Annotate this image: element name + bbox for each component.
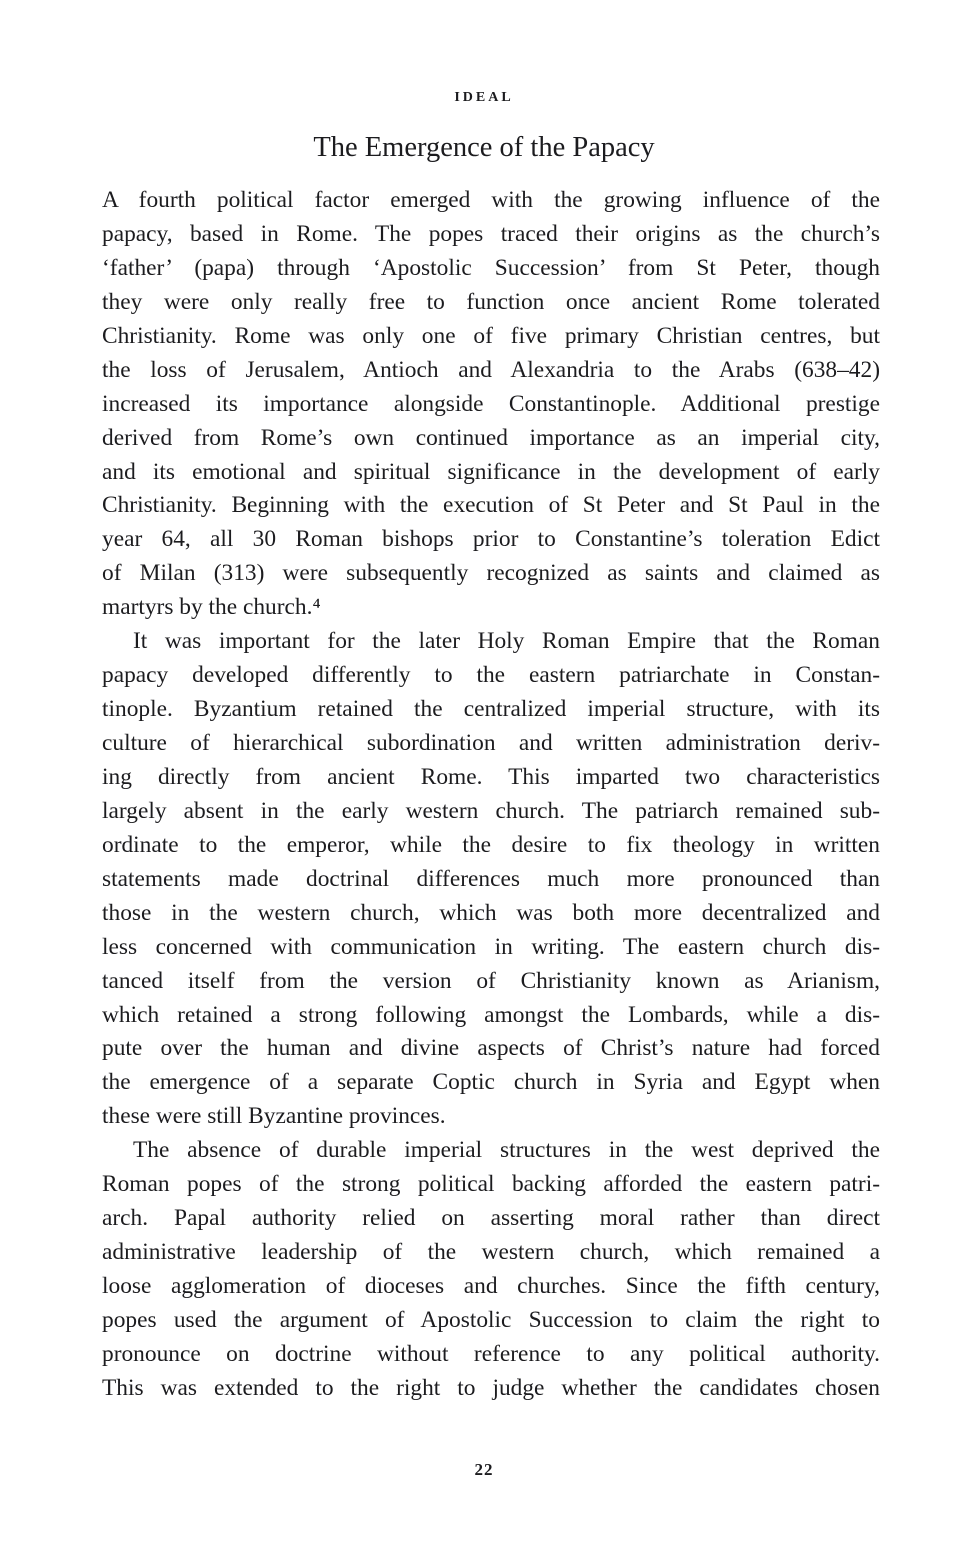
text-line: loose agglomeration of dioceses and churches. Since the fifth century, [102, 1273, 880, 1299]
text-line: largely absent in the early western church. The patriarch remained sub- [102, 797, 880, 824]
text-line: arch. Papal authority relied on asserting moral rather than direct [102, 1205, 880, 1232]
text-line: and its emotional and spiritual significance in the development of early [102, 458, 880, 485]
text-line: derived from Rome’s own continued importance as an imperial city, [102, 424, 880, 451]
paragraph [102, 625, 880, 1134]
text-line: It was important for the later Holy Roman Empire that the Roman [133, 628, 880, 655]
text-line: which retained a strong following amongst the Lombards, while a dis- [102, 1001, 880, 1028]
text-line: pronounce on doctrine without reference to any political authority. [102, 1340, 880, 1367]
text-line: administrative leadership of the western church, which remained a [102, 1239, 880, 1266]
section-title: The Emergence of the Papacy [313, 132, 655, 163]
text-line: ‘father’ (papa) through ‘Apostolic Succession’ from St Peter, though [102, 254, 880, 281]
text-line: ing directly from ancient Rome. This imparted two characteristics [102, 763, 880, 790]
text-line: year 64, all 30 Roman bishops prior to Constantine’s toleration Edict [102, 526, 880, 553]
paragraph [102, 184, 880, 625]
text-line: The absence of durable imperial structures in the west deprived the [133, 1137, 880, 1164]
text-line: these were still Byzantine provinces. [102, 1103, 446, 1130]
text-line: tanced itself from the version of Christianity known as Arianism, [102, 967, 880, 994]
text-line: A fourth political factor emerged with the growing influence of the [102, 187, 880, 213]
text-line: tinople. Byzantium retained the centralized imperial structure, with its [102, 696, 880, 723]
text-line: papacy, based in Rome. The popes traced their origins as the church’s [102, 220, 880, 247]
text-line: increased its importance alongside Constantinople. Additional prestige [102, 390, 880, 417]
text-line: pute over the human and divine aspects of Christ’s nature had forced [102, 1035, 880, 1062]
text-line: Christianity. Rome was only one of five primary Christian centres, but [102, 322, 880, 349]
text-line: popes used the argument of Apostolic Succession to claim the right to [102, 1306, 880, 1333]
text-line: This was extended to the right to judge whether the candidates chosen [102, 1374, 880, 1401]
text-line: they were only really free to function once ancient Rome tolerated [102, 288, 880, 315]
text-line: less concerned with communication in writing. The eastern church dis- [102, 933, 880, 960]
page-number: 22 [474, 1460, 494, 1479]
text-line: of Milan (313) were subsequently recognized as saints and claimed as [102, 560, 880, 587]
paragraph [102, 1134, 880, 1406]
body-text [102, 184, 880, 1406]
text-line: the loss of Jerusalem, Antioch and Alexandria to the Arabs (638–42) [102, 356, 880, 383]
text-line: martyrs by the church.⁴ [102, 594, 321, 621]
text-line: the emergence of a separate Coptic church in Syria and Egypt when [102, 1069, 880, 1096]
text-line: culture of hierarchical subordination and written administration deriv- [102, 730, 880, 756]
text-line: statements made doctrinal differences much more pronounced than [102, 865, 880, 892]
text-line: papacy developed differently to the eastern patriarchate in Constan- [102, 662, 880, 689]
text-line: Christianity. Beginning with the execution of St Peter and St Paul in the [102, 492, 880, 519]
running-head: IDEAL [454, 90, 514, 105]
text-line: ordinate to the emperor, while the desire to fix theology in written [102, 831, 880, 858]
text-line: Roman popes of the strong political backing afforded the eastern patri- [102, 1171, 880, 1198]
text-line: those in the western church, which was both more decentralized and [102, 899, 880, 926]
